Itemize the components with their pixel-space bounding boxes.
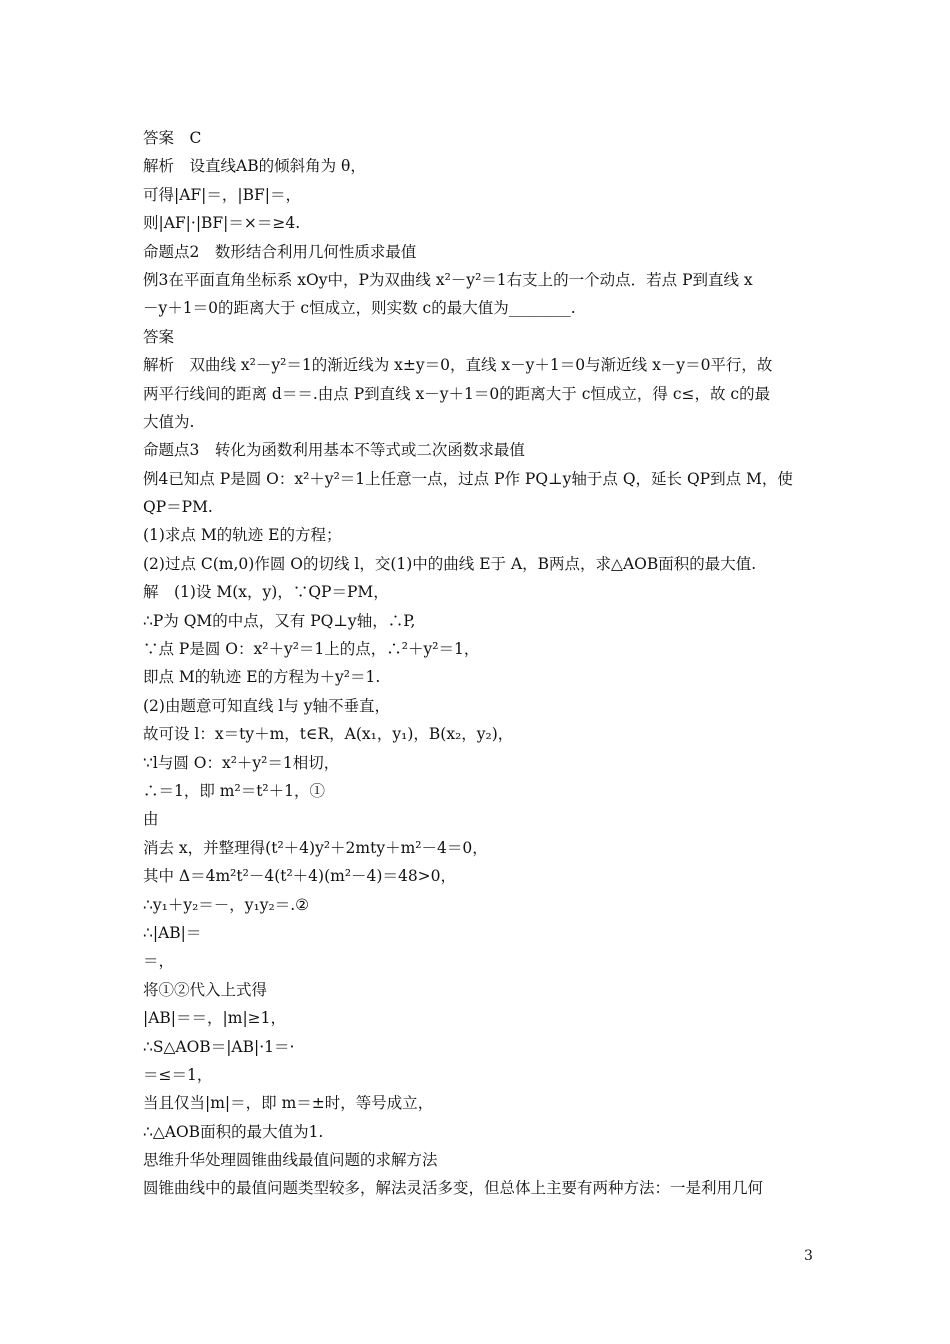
solution-line: |AB|＝＝，|m|≥1，: [143, 1009, 287, 1028]
analysis-line: 解析 设直线AB的倾斜角为 θ，: [143, 157, 366, 176]
section-heading: 命题点2 数形结合利用几何性质求最值: [143, 242, 417, 261]
text-line: 可得|AF|＝，|BF|＝，: [143, 185, 301, 204]
solution-line: 消去 x，并整理得(t²＋4)y²＋2mty＋m²－4＝0，: [143, 838, 488, 857]
answer-label: 答案 C: [143, 129, 202, 147]
example-4-line: 例4已知点 P是圆 O：x²＋y²＝1上任意一点，过点 P作 PQ⊥y轴于点 Q，延长 QP到点 M，使: [143, 469, 793, 488]
solution-line: ＝≤＝1，: [143, 1065, 213, 1084]
body-text: [143, 124, 813, 1203]
solution-line: 将①②代入上式得: [143, 980, 268, 999]
solution-line: 由: [143, 810, 159, 829]
solution-line: ∵点 P是圆 O：x²＋y²＝1上的点，∴²＋y²＝1，: [143, 640, 480, 659]
solution-line: 解 (1)设 M(x，y)，∵QP＝PM，: [143, 583, 389, 602]
solution-line: ∴|AB|＝: [143, 923, 202, 942]
page-number: 3: [804, 1248, 813, 1264]
text-line: 则|AF|·|BF|＝×＝≥4.: [143, 214, 301, 233]
question-2: (2)过点 C(m,0)作圆 O的切线 l，交(1)中的曲线 E于 A，B两点，求△AOB面积的最大值.: [143, 554, 757, 573]
solution-line: ＝，: [143, 952, 175, 971]
solution-line: ∴P为 QM的中点，又有 PQ⊥y轴，∴P,: [143, 611, 416, 630]
example-3-line: 例3在平面直角坐标系 xOy中，P为双曲线 x²－y²＝1右支上的一个动点．若点 P到直线 x: [143, 270, 753, 289]
text-line: 大值为.: [143, 412, 195, 431]
answer-label: 答案: [143, 327, 175, 346]
text-line: 两平行线间的距离 d＝＝.由点 P到直线 x－y＋1＝0的距离大于 c恒成立，得 c≤，故 c的最: [143, 384, 771, 403]
solution-line: 其中 Δ＝4m²t²－4(t²＋4)(m²－4)＝48>0，: [143, 867, 457, 886]
summary-line: 圆锥曲线中的最值问题类型较多，解法灵活多变，但总体上主要有两种方法：一是利用几何: [143, 1179, 764, 1198]
section-heading: 命题点3 转化为函数利用基本不等式或二次函数求最值: [143, 441, 525, 460]
solution-line: ∴y₁＋y₂＝－，y₁y₂＝.②: [143, 895, 310, 914]
solution-line: (2)由题意可知直线 l与 y轴不垂直，: [143, 696, 391, 715]
solution-line: ∴＝1，即 m²＝t²＋1，①: [143, 781, 326, 800]
solution-line: ∴△AOB面积的最大值为1.: [143, 1122, 324, 1141]
solution-line: ∵l与圆 O：x²＋y²＝1相切，: [143, 753, 340, 772]
solution-line: ∴S△AOB＝|AB|·1＝·: [143, 1037, 295, 1056]
question-1: (1)求点 M的轨迹 E的方程；: [143, 526, 342, 545]
solution-line: 故可设 l：x＝ty＋m，t∈R，A(x₁，y₁)，B(x₂，y₂)，: [143, 725, 514, 744]
solution-line: 即点 M的轨迹 E的方程为＋y²＝1.: [143, 668, 381, 687]
solution-line: 当且仅当|m|＝，即 m＝±时，等号成立，: [143, 1094, 434, 1113]
analysis-line: 解析 双曲线 x²－y²＝1的渐近线为 x±y＝0，直线 x－y＋1＝0与渐近线 x－y＝0平行，故: [143, 356, 773, 375]
example-3-line: －y＋1＝0的距离大于 c恒成立，则实数 c的最大值为________.: [143, 299, 576, 318]
example-4-line: QP＝PM.: [143, 498, 213, 517]
summary-heading: 思维升华处理圆锥曲线最值问题的求解方法: [143, 1151, 438, 1170]
